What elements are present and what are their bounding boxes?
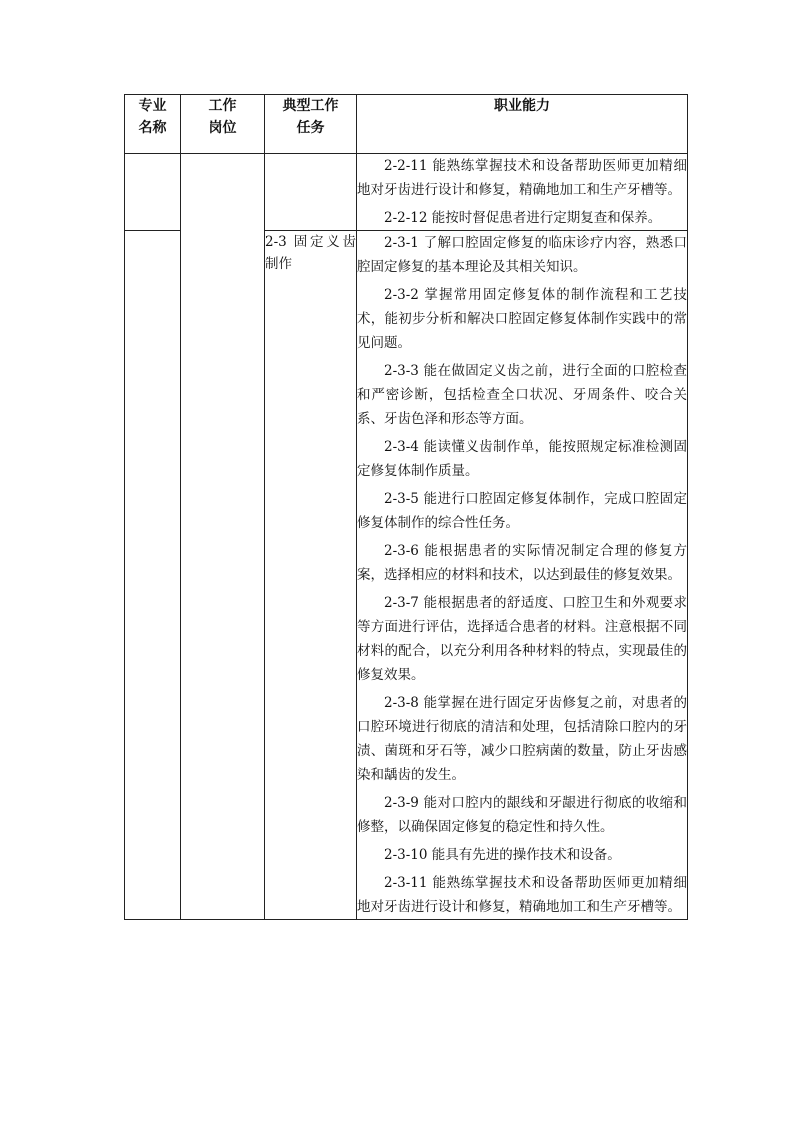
- position-cell: [181, 154, 265, 920]
- competency-table: [124, 94, 688, 920]
- ability-cell-2-3: [357, 231, 688, 920]
- task-cell-continued: [265, 154, 357, 231]
- ability-item: 2-3-8 能掌握在进行固定牙齿修复之前，对患者的口腔环境进行彻底的清洁和处理，包括清除口腔内的牙渍、菌斑和牙石等，减少口腔病菌的数量，防止牙齿感染和龋齿的发生。: [357, 695, 687, 783]
- task-cell-2-3: 2-3 固定义齿制作: [265, 231, 357, 920]
- major-cell: [125, 231, 181, 920]
- ability-item: 2-3-7 能根据患者的舒适度、口腔卫生和外观要求等方面进行评估，选择适合患者的材料。注意根据不同材料的配合，以充分利用各种材料的特点，实现最佳的修复效果。: [357, 595, 687, 683]
- ability-item: 2-3-11 能熟练掌握技术和设备帮助医师更加精细地对牙齿进行设计和修复，精确地加工和生产牙槽等。: [357, 875, 687, 915]
- major-cell-continued: [125, 154, 181, 231]
- header-major-name: 专业 名称: [125, 95, 181, 154]
- ability-item: 2-3-3 能在做固定义齿之前，进行全面的口腔检查和严密诊断，包括检查全口状况、牙周条件、咬合关系、牙齿色泽和形态等方面。: [357, 363, 687, 427]
- header-typical-task: 典型工作 任务: [265, 95, 357, 154]
- header-vocational-ability: 职业能力: [357, 95, 688, 154]
- ability-cell-continued: [357, 154, 688, 231]
- ability-item: 2-3-1 了解口腔固定修复的临床诊疗内容，熟悉口腔固定修复的基本理论及其相关知识。: [357, 235, 687, 275]
- header-work-position: 工作 岗位: [181, 95, 265, 154]
- ability-item: 2-2-12 能按时督促患者进行定期复查和保养。: [384, 210, 662, 226]
- continued-row: [125, 154, 688, 231]
- ability-item: 2-2-11 能熟练掌握技术和设备帮助医师更加精细地对牙齿进行设计和修复，精确地加工和生产牙槽等。: [357, 158, 687, 198]
- ability-item: 2-3-6 能根据患者的实际情况制定合理的修复方案，选择相应的材料和技术，以达到最佳的修复效果。: [357, 543, 687, 583]
- ability-item: 2-3-10 能具有先进的操作技术和设备。: [384, 847, 621, 863]
- ability-item: 2-3-5 能进行口腔固定修复体制作，完成口腔固定修复体制作的综合性任务。: [357, 491, 687, 531]
- ability-item: 2-3-4 能读懂义齿制作单，能按照规定标准检测固定修复体制作质量。: [357, 439, 687, 479]
- ability-item: 2-3-9 能对口腔内的龈线和牙龈进行彻底的收缩和修整，以确保固定修复的稳定性和持久性。: [357, 795, 687, 835]
- header-row: [125, 95, 688, 154]
- ability-item: 2-3-2 掌握常用固定修复体的制作流程和工艺技术，能初步分析和解决口腔固定修复体制作实践中的常见问题。: [357, 287, 687, 351]
